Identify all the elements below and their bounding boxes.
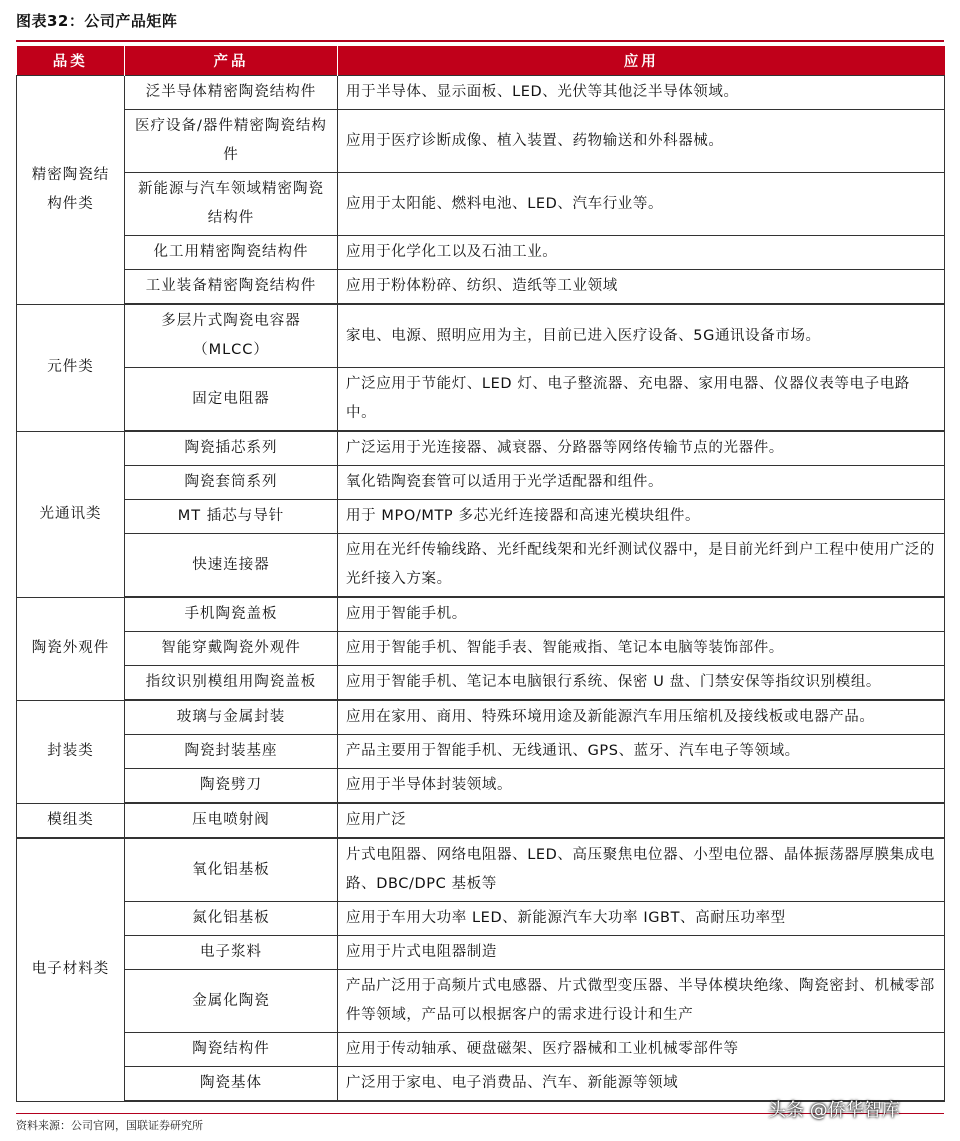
table-row [17, 769, 945, 804]
table-row [17, 735, 945, 769]
application-cell: 应用在家用、商用、特殊环境用途及新能源汽车用压缩机及接线板或电器产品。 [338, 700, 945, 735]
category-cell: 模组类 [17, 803, 125, 838]
application-cell: 应用于智能手机、笔记本电脑银行系统、保密 U 盘、门禁安保等指纹识别模组。 [338, 666, 945, 701]
table-row [17, 110, 945, 173]
table-row [17, 368, 945, 432]
category-cell: 电子材料类 [17, 838, 125, 1101]
application-cell: 产品主要用于智能手机、无线通讯、GPS、蓝牙、汽车电子等领域。 [338, 735, 945, 769]
product-cell: 氧化铝基板 [125, 838, 338, 902]
category-cell: 封装类 [17, 700, 125, 803]
application-cell: 应用在光纤传输线路、光纤配线架和光纤测试仪器中，是目前光纤到户工程中使用广泛的光纤接入方案。 [338, 534, 945, 598]
product-cell: 医疗设备/器件精密陶瓷结构件 [125, 110, 338, 173]
application-cell: 应用于片式电阻器制造 [338, 936, 945, 970]
table-row [17, 700, 945, 735]
table-row [17, 936, 945, 970]
product-cell: 陶瓷插芯系列 [125, 431, 338, 466]
application-cell: 应用于粉体粉碎、纺织、造纸等工业领域 [338, 270, 945, 305]
table-row [17, 666, 945, 701]
product-matrix-table [16, 46, 945, 1102]
application-cell: 应用于车用大功率 LED、新能源汽车大功率 IGBT、高耐压功率型 [338, 902, 945, 936]
application-cell: 用于 MPO/MTP 多芯光纤连接器和高速光模块组件。 [338, 500, 945, 534]
application-cell: 片式电阻器、网络电阻器、LED、高压聚焦电位器、小型电位器、晶体振荡器厚膜集成电路、DBC/DPC 基板等 [338, 838, 945, 902]
title-divider [16, 40, 944, 42]
product-cell: 智能穿戴陶瓷外观件 [125, 632, 338, 666]
header-category: 品类 [17, 46, 125, 76]
product-cell: MT 插芯与导针 [125, 500, 338, 534]
table-row [17, 902, 945, 936]
table-row [17, 597, 945, 632]
table-row [17, 632, 945, 666]
product-cell: 快速连接器 [125, 534, 338, 598]
table-row [17, 173, 945, 236]
application-cell: 应用于半导体封装领域。 [338, 769, 945, 804]
product-cell: 新能源与汽车领域精密陶瓷结构件 [125, 173, 338, 236]
table-row [17, 803, 945, 838]
application-cell: 应用于医疗诊断成像、植入装置、药物输送和外科器械。 [338, 110, 945, 173]
header-product: 产品 [125, 46, 338, 76]
table-row [17, 1033, 945, 1067]
product-cell: 陶瓷基体 [125, 1067, 338, 1102]
table-row [17, 534, 945, 598]
header-application: 应用 [338, 46, 945, 76]
product-cell: 多层片式陶瓷电容器（MLCC） [125, 304, 338, 368]
table-row [17, 76, 945, 110]
application-cell: 广泛用于家电、电子消费品、汽车、新能源等领域 [338, 1067, 945, 1102]
table-row [17, 838, 945, 902]
application-cell: 家电、电源、照明应用为主，目前已进入医疗设备、5G通讯设备市场。 [338, 304, 945, 368]
product-cell: 陶瓷劈刀 [125, 769, 338, 804]
product-cell: 指纹识别模组用陶瓷盖板 [125, 666, 338, 701]
product-cell: 陶瓷套筒系列 [125, 466, 338, 500]
product-cell: 固定电阻器 [125, 368, 338, 432]
application-cell: 应用于化学化工以及石油工业。 [338, 236, 945, 270]
product-cell: 手机陶瓷盖板 [125, 597, 338, 632]
application-cell: 氧化锆陶瓷套管可以适用于光学适配器和组件。 [338, 466, 945, 500]
watermark: 头条 @侨华智库 [768, 1100, 900, 1121]
table-row [17, 236, 945, 270]
application-cell: 用于半导体、显示面板、LED、光伏等其他泛半导体领域。 [338, 76, 945, 110]
category-cell: 精密陶瓷结构件类 [17, 76, 125, 305]
product-cell: 压电喷射阀 [125, 803, 338, 838]
application-cell: 应用于传动轴承、硬盘磁架、医疗器械和工业机械零部件等 [338, 1033, 945, 1067]
application-cell: 应用于智能手机。 [338, 597, 945, 632]
product-cell: 陶瓷封装基座 [125, 735, 338, 769]
product-cell: 陶瓷结构件 [125, 1033, 338, 1067]
product-cell: 化工用精密陶瓷结构件 [125, 236, 338, 270]
table-row [17, 466, 945, 500]
table-row [17, 500, 945, 534]
product-cell: 工业装备精密陶瓷结构件 [125, 270, 338, 305]
category-cell: 光通讯类 [17, 431, 125, 597]
table-row [17, 431, 945, 466]
table-header-row [17, 46, 945, 76]
table-row [17, 270, 945, 305]
product-cell: 氮化铝基板 [125, 902, 338, 936]
application-cell: 广泛运用于光连接器、减衰器、分路器等网络传输节点的光器件。 [338, 431, 945, 466]
application-cell: 应用于智能手机、智能手表、智能戒指、笔记本电脑等装饰部件。 [338, 632, 945, 666]
product-cell: 金属化陶瓷 [125, 970, 338, 1033]
table-row [17, 304, 945, 368]
category-cell: 元件类 [17, 304, 125, 431]
table-row [17, 970, 945, 1033]
product-cell: 玻璃与金属封装 [125, 700, 338, 735]
application-cell: 产品广泛用于高频片式电感器、片式微型变压器、半导体模块绝缘、陶瓷密封、机械零部件等领域，产品可以根据客户的需求进行设计和生产 [338, 970, 945, 1033]
application-cell: 应用广泛 [338, 803, 945, 838]
application-cell: 广泛应用于节能灯、LED 灯、电子整流器、充电器、家用电器、仪器仪表等电子电路中。 [338, 368, 945, 432]
application-cell: 应用于太阳能、燃料电池、LED、汽车行业等。 [338, 173, 945, 236]
figure-title: 图表32：公司产品矩阵 [16, 12, 178, 30]
source-note: 资料来源：公司官网，国联证券研究所 [16, 1119, 203, 1132]
category-cell: 陶瓷外观件 [17, 597, 125, 700]
product-cell: 泛半导体精密陶瓷结构件 [125, 76, 338, 110]
table-body [17, 76, 945, 1102]
product-cell: 电子浆料 [125, 936, 338, 970]
